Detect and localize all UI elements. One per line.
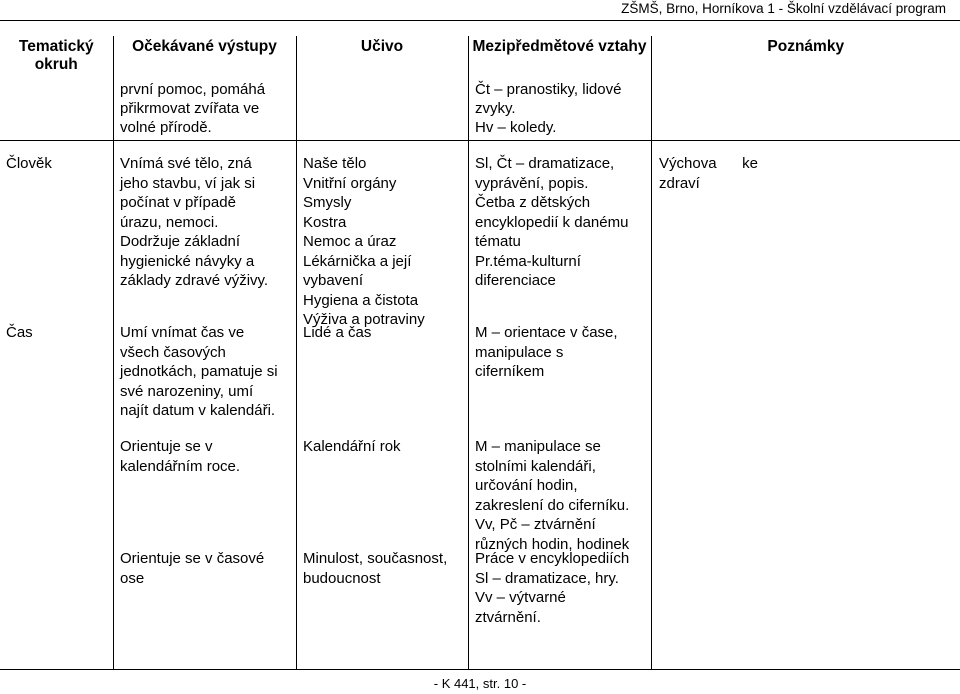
cell-text: jeho stavbu, ví jak si: [120, 174, 256, 192]
cell-text: Orientuje se v časové: [120, 550, 265, 567]
cell-text: Minulost, současnost,: [303, 550, 448, 567]
cell-text: Pr.téma-kulturní: [475, 252, 581, 270]
cell-text: manipulace s: [475, 343, 564, 361]
cell-text: Výživa a potraviny: [303, 311, 425, 328]
cell-text: počínat v případě: [120, 194, 236, 211]
cell-text: Smysly: [303, 194, 352, 211]
cell-text: Kostra: [303, 213, 347, 231]
cell-text: ciferníkem: [475, 363, 545, 380]
cell-text: Čt – pranostiky, lidové: [475, 81, 622, 98]
cell-text: Kalendářní rok: [303, 438, 401, 455]
cell-text: zdraví: [659, 174, 700, 192]
cell-text: vybavení: [303, 272, 364, 289]
cell-text: ke: [742, 155, 758, 172]
cell-text: ztvárnění.: [475, 608, 541, 626]
cell-text: Práce v encyklopediích: [475, 550, 630, 567]
cell-text: první pomoc, pomáhá: [120, 81, 266, 98]
page-header: [0, 0, 960, 22]
cell-text: Dodržuje základní: [120, 233, 241, 250]
cell-text: Umí vnímat čas ve: [120, 324, 245, 341]
notes-line: [659, 154, 758, 174]
column-header-ucivo: Učivo: [296, 36, 468, 74]
table-header-row: [0, 36, 960, 74]
cell-text: přikrmovat zvířata ve: [120, 100, 260, 117]
cell-text: určování hodin,: [475, 477, 578, 494]
cell-text: najít datum v kalendáři.: [120, 402, 276, 419]
cell-text: Hv – koledy.: [475, 119, 557, 136]
cell-text: M – manipulace se: [475, 438, 601, 455]
header-rule: [0, 20, 960, 21]
cell-text: vyprávění, popis.: [475, 174, 589, 192]
cell-text: Lékárnička a její: [303, 252, 412, 270]
cell-text: všech časových: [120, 343, 226, 361]
cell-text: zvyky.: [475, 100, 516, 117]
cell-text: diferenciace: [475, 272, 556, 289]
cell-text: Vv – výtvarné: [475, 589, 566, 606]
cell-text: volné přírodě.: [120, 119, 212, 136]
cell-text: základy zdravé výživy.: [120, 272, 269, 289]
page-footer: - K 441, str. 10 -: [433, 676, 527, 691]
cell-text: jednotkách, pamatuje si: [120, 363, 278, 380]
cell-text: Výchova: [659, 155, 717, 172]
cell-text: Sl, Čt – dramatizace,: [475, 155, 615, 172]
cell-text: různých hodin, hodinek: [475, 535, 630, 553]
cell-okruh: Čas: [6, 324, 33, 341]
cell-text: Vv, Pč – ztvárnění: [475, 516, 596, 533]
cell-text: kalendářním roce.: [120, 457, 241, 475]
cell-text: Sl – dramatizace, hry.: [475, 569, 619, 587]
cell-text: hygienické návyky a: [120, 252, 255, 270]
column-header-vystupy: Očekávané výstupy: [113, 36, 296, 74]
cell-text: tématu: [475, 233, 521, 250]
cell-text: Naše tělo: [303, 155, 367, 172]
cell-text: budoucnost: [303, 569, 381, 587]
page-header-text: ZŠMŠ, Brno, Horníkova 1 - Školní vzdělávací program: [621, 1, 946, 16]
curriculum-table: [0, 36, 960, 74]
cell-okruh: Člověk: [6, 155, 52, 172]
footer-rule: [0, 669, 960, 670]
cell-text: Orientuje se v: [120, 438, 213, 455]
cell-text: zakreslení do ciferníku.: [475, 496, 630, 514]
cell-text: ose: [120, 569, 145, 587]
column-header-okruh: Tematický okruh: [0, 36, 113, 74]
cell-text: encyklopedií k danému: [475, 213, 629, 231]
column-header-vztahy: Mezipředmětové vztahy: [468, 36, 651, 74]
column-header-poznamky: Poznámky: [767, 38, 845, 55]
cell-text: M – orientace v čase,: [475, 324, 618, 341]
cell-text: Četba z dětských: [475, 194, 591, 211]
cell-text: Hygiena a čistota: [303, 291, 419, 309]
cell-text: Vnitřní orgány: [303, 174, 397, 192]
cell-text: Vnímá své tělo, zná: [120, 155, 252, 172]
cell-text: úrazu, nemoci.: [120, 213, 219, 231]
cell-text: stolními kalendáři,: [475, 457, 596, 475]
cell-text: Lidé a čas: [303, 324, 372, 341]
cell-text: Nemoc a úraz: [303, 233, 397, 250]
cell-text: své narozeniny, umí: [120, 382, 254, 400]
